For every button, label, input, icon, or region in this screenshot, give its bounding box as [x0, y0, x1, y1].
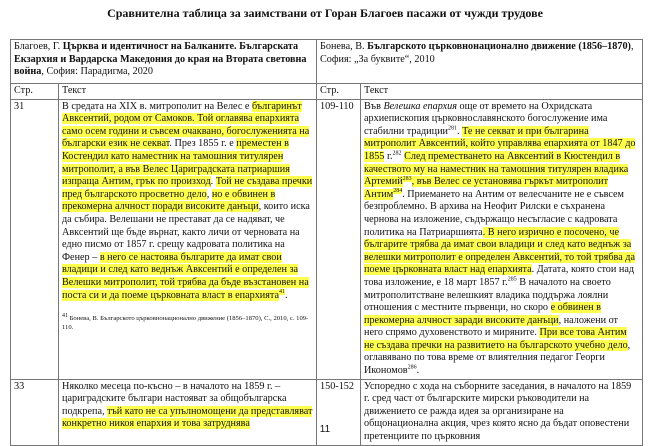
document-title: Сравнителна таблица за заимствани от Горан Благоев пасажи от чужди трудове — [107, 6, 543, 20]
text-span: . Приемането на Антим от велесчаните не е съвсем безпроблемно. В архива на Неофит Рилски е съхранена чернова на изложение, съдържащо несъгласие с кадровата политика на Патриаршията — [364, 188, 624, 238]
footnote-number: 41 — [62, 312, 68, 319]
footnote-ref[interactable]: 284 — [393, 188, 403, 195]
footnote-ref[interactable]: 281 — [448, 125, 457, 132]
left-source-pub: , София: Парадигма, 2020 — [41, 66, 153, 78]
source-header-row — [11, 40, 643, 84]
text-span: В средата на XIX в. митрополит на Велес е — [62, 100, 252, 112]
highlighted-span: българинът Авксентий, родом от Самоков. Той оглавява епархията само осем години и съвсем очаквано, богослуженията на български език не секват — [62, 100, 310, 150]
text-span: . През 1855 г. е — [169, 138, 237, 150]
highlighted-span: преместен в Костендил като наместник на тамошния титулярен митрополит, а във Велес Цариградската патриаршия изпраща Антим, грък по произход — [62, 138, 290, 188]
left-source-author: Благоев, Г. — [14, 41, 63, 52]
text-span: . — [416, 365, 420, 377]
comparison-table — [10, 39, 643, 446]
text-span: , — [206, 188, 212, 200]
highlighted-span: Те не секват и при българина митрополит Авксентий, който управлява епархията от 1847 до 1855 — [364, 125, 636, 162]
left-source-title: Църква и идентичност на Балканите. Българската Екзархия и Вардарска Македония до края на Втората световна война — [14, 41, 307, 78]
left-page-number: 33 — [11, 379, 59, 445]
text-span: Няколко месеца по-късно – в началото на 1859 г. – цариградските българи настояват за общобългарска подкрепа, — [62, 380, 287, 417]
column-header-row — [11, 84, 643, 100]
right-source-pub: , София: „За буквите“, 2010 — [320, 41, 634, 65]
highlighted-span: в него се настоява българите да имат свои владици и след като веднъж Авксентий е определен за Велешки митрополит, той трябва да бъде възстановен на поста си и да поеме църковната власт в епархията — [62, 251, 309, 301]
right-source-author: Бонева, В. — [320, 41, 368, 52]
text-span: , които иска да събира. Велешани не престават да се надяват, че Авксентий ще бъде върнат, както личи от черновата на едно писмо от 1857 г. срещу кадровата политика на Фенер – — [62, 201, 310, 263]
highlighted-span: , във Велес се установява гъркът митрополит Антим — [364, 176, 609, 200]
highlighted-span: е обвинен в прекомерна алчност заради високите данъци — [364, 302, 601, 326]
footnote-ref[interactable]: 286 — [407, 364, 417, 371]
highlighted-span: При все това Антим не създава пречки на развитието на българското учебно дело — [364, 327, 628, 351]
text-span: . Датата, която стои над това изложение, е 18 март 1857 г. — [364, 264, 635, 288]
left-source-cell — [11, 40, 317, 84]
table-row — [11, 99, 643, 379]
text-span: още от времето на Охридската архиепископия църковнославянското богослужение има стабилни традиции — [364, 100, 608, 137]
footnote-ref[interactable]: 283 — [402, 175, 412, 182]
text-span: Във — [364, 100, 384, 112]
footnote-ref[interactable]: 285 — [507, 276, 517, 283]
text-span: . — [457, 125, 463, 137]
right-source-cell — [317, 40, 643, 84]
highlighted-span: Той не създава пречки пред българското просветно дело — [62, 176, 313, 200]
highlighted-span: . В него изрично е посочено, че българите трябва да имат свои владици и след като веднъж за велешки митрополит е определен Авксентий, то той трябва да поеме църковната власт над епархията — [364, 226, 635, 276]
text-span: . — [285, 289, 288, 301]
text-span: , наложени от него спрямо духовенството и миряните. — [364, 314, 618, 339]
left-passage — [59, 379, 317, 445]
page-number: 11 — [319, 424, 331, 435]
footnote-text: Бонева, В. Българското църковнонационално движение (1856–1870), С., 2010, с. 109-110. — [62, 315, 309, 332]
right-source-title: Българското църковнонационално движение (1856–1870) — [367, 41, 631, 52]
highlighted-span: но е обвинен в прекомерна алчност поради високите данъци — [62, 188, 276, 213]
right-passage — [361, 99, 643, 379]
footnote-ref[interactable]: 282 — [392, 150, 402, 157]
text-span: , оглавявано по това време от влиятелния педагог Георги Икономов — [364, 339, 631, 377]
highlighted-span: тъй като не са упълномощени да представляват конкретно никоя епархия и това затруднява — [62, 405, 313, 430]
highlighted-span: След преместването на Авксентий в Кюстендил в качеството му на наместник на тамошния титулярен владика Артемий — [364, 150, 629, 188]
text-span: . — [210, 176, 216, 188]
right-page-number: 109-110 — [317, 99, 361, 379]
text-span: В началото на своето митрополитстване велешкият владика поддържа лоялни отношения с местните първенци, но скоро — [364, 276, 611, 314]
table-row — [11, 379, 643, 445]
footnote-ref[interactable]: 41 — [279, 289, 286, 296]
left-page-number: 31 — [11, 99, 59, 379]
text-span: Успоредно с хода на съборните заседания, в началото на 1859 г. сред част от българските мирски ръководители на движението се ражда идея за организиране на общонационална акция, чрез която ясно да бъдат оповестени претенциите по църковния — [364, 380, 632, 443]
left-passage — [59, 99, 317, 379]
right-page-number: 150-152 — [317, 379, 361, 445]
footnote — [62, 314, 313, 332]
text-span: г. — [384, 150, 393, 162]
left-text-header: Текст — [59, 84, 317, 100]
right-passage — [361, 379, 643, 445]
right-page-header: Стр. — [317, 84, 361, 100]
left-page-header: Стр. — [11, 84, 59, 100]
italic-span: Велешка епархия — [383, 100, 457, 112]
right-text-header: Текст — [361, 84, 643, 100]
